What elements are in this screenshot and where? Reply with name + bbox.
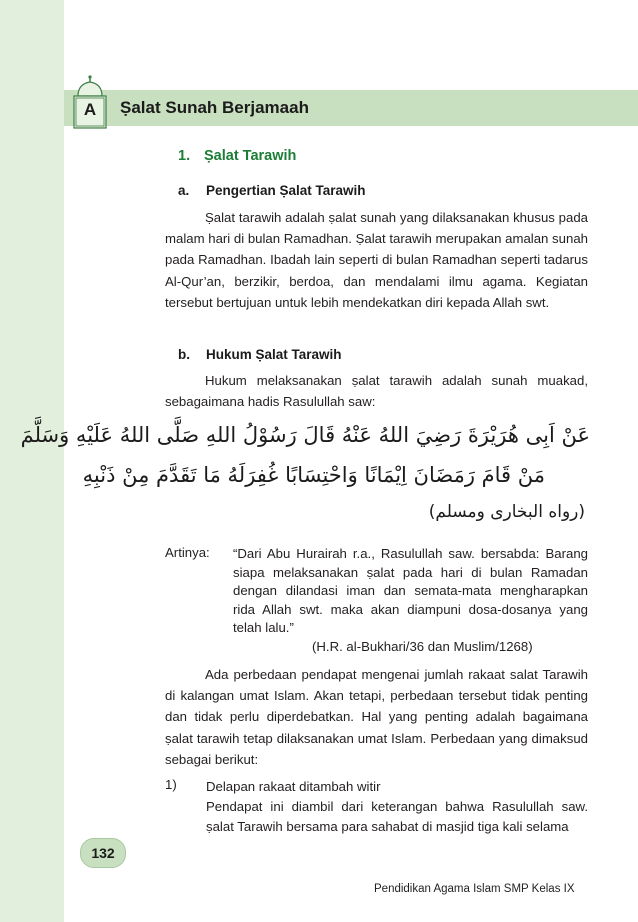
left-margin-strip [0, 0, 64, 922]
footer-book-title: Pendidikan Agama Islam SMP Kelas IX [374, 883, 575, 895]
hadith-arabic-source: (رواه البخارى ومسلم) [428, 502, 585, 522]
section-title: Ṣalat Sunah Berjamaah [120, 98, 309, 117]
heading-salat-tarawih [178, 148, 296, 164]
section-badge [72, 74, 108, 130]
paragraph-pengertian: Ṣalat tarawih adalah ṣalat sunah yang dilaksanakan khusus pada malam hari di bulan Ramadhan. Ṣalat tarawih merupakan amalan sunah pada Ramadhan. Ibadah lain seperti di bulan Ramadhan seperti tadarus Al-Qur’an, berzikir, berdoa, dan mendalami ilmu agama. Kegiatan tersebut bertujuan untuk lebih mendekatkan diri kepada Allah swt. [165, 210, 588, 310]
section-header-bar [64, 90, 638, 126]
subheading-b-title: Hukum Ṣalat Tarawih [206, 347, 342, 362]
artinya-label: Artinya: [165, 545, 210, 560]
page-number: 132 [91, 845, 115, 861]
heading-text: Ṣalat Tarawih [204, 148, 297, 164]
hadith-arabic-line-1: عَنْ اَبِى هُرَيْرَةَ رَضِيَ اللهُ عَنْهُ قَالَ رَسُوْلُ اللهِ صَلَّى اللهُ عَلَيْهِ وَسَلَّمَ [20, 423, 590, 447]
paragraph-perbedaan: Ada perbedaan pendapat mengenai jumlah rakaat salat Tarawih di kalangan umat Islam. Akan tetapi, perbedaan tersebut tidak penting dan tidak perlu diperdebatkan. Hal yang penting adalah bagaimana ṣalat tarawih tetap dilaksanakan umat Islam. Perbedaan yang dimaksud sebagai berikut: [165, 667, 588, 767]
hadith-reference: (H.R. al-Bukhari/36 dan Muslim/1268) [312, 639, 533, 654]
page-number-badge [80, 838, 126, 868]
subheading-a-number: a. [178, 183, 190, 198]
list-item-title: Delapan rakaat ditambah witir [206, 779, 381, 794]
list-item-body: Pendapat ini diambil dari keterangan bahwa Rasulullah saw. ṣalat Tarawih bersama para sahabat di masjid tiga kali selama [206, 799, 588, 834]
subheading-b-number: b. [178, 347, 190, 362]
heading-number: 1. [178, 148, 191, 164]
subheading-a [178, 183, 366, 198]
subheading-a-title: Pengertian Ṣalat Tarawih [206, 183, 366, 198]
list-item-number: 1) [165, 777, 177, 792]
subheading-b [178, 347, 342, 362]
paragraph-hukum: Hukum melaksanakan ṣalat tarawih adalah sunah muakad, sebagaimana hadis Rasulullah saw: [165, 373, 588, 410]
artinya-text: “Dari Abu Hurairah r.a., Rasulullah saw. bersabda: Barang siapa melaksanakan ṣalat pada hari di bulan Ramadan dengan dilandasi iman dan semata-mata mengharapkan rida Allah swt. maka akan diampuni dosa-dosanya yang telah lalu.” [233, 546, 588, 635]
hadith-arabic-line-2: مَنْ قَامَ رَمَضَانَ اِيْمَانًا وَاحْتِسَابًا غُفِرَلَهُ مَا تَقَدَّمَ مِنْ ذَنْبِهِ [82, 463, 545, 487]
section-badge-letter: A [83, 100, 97, 119]
